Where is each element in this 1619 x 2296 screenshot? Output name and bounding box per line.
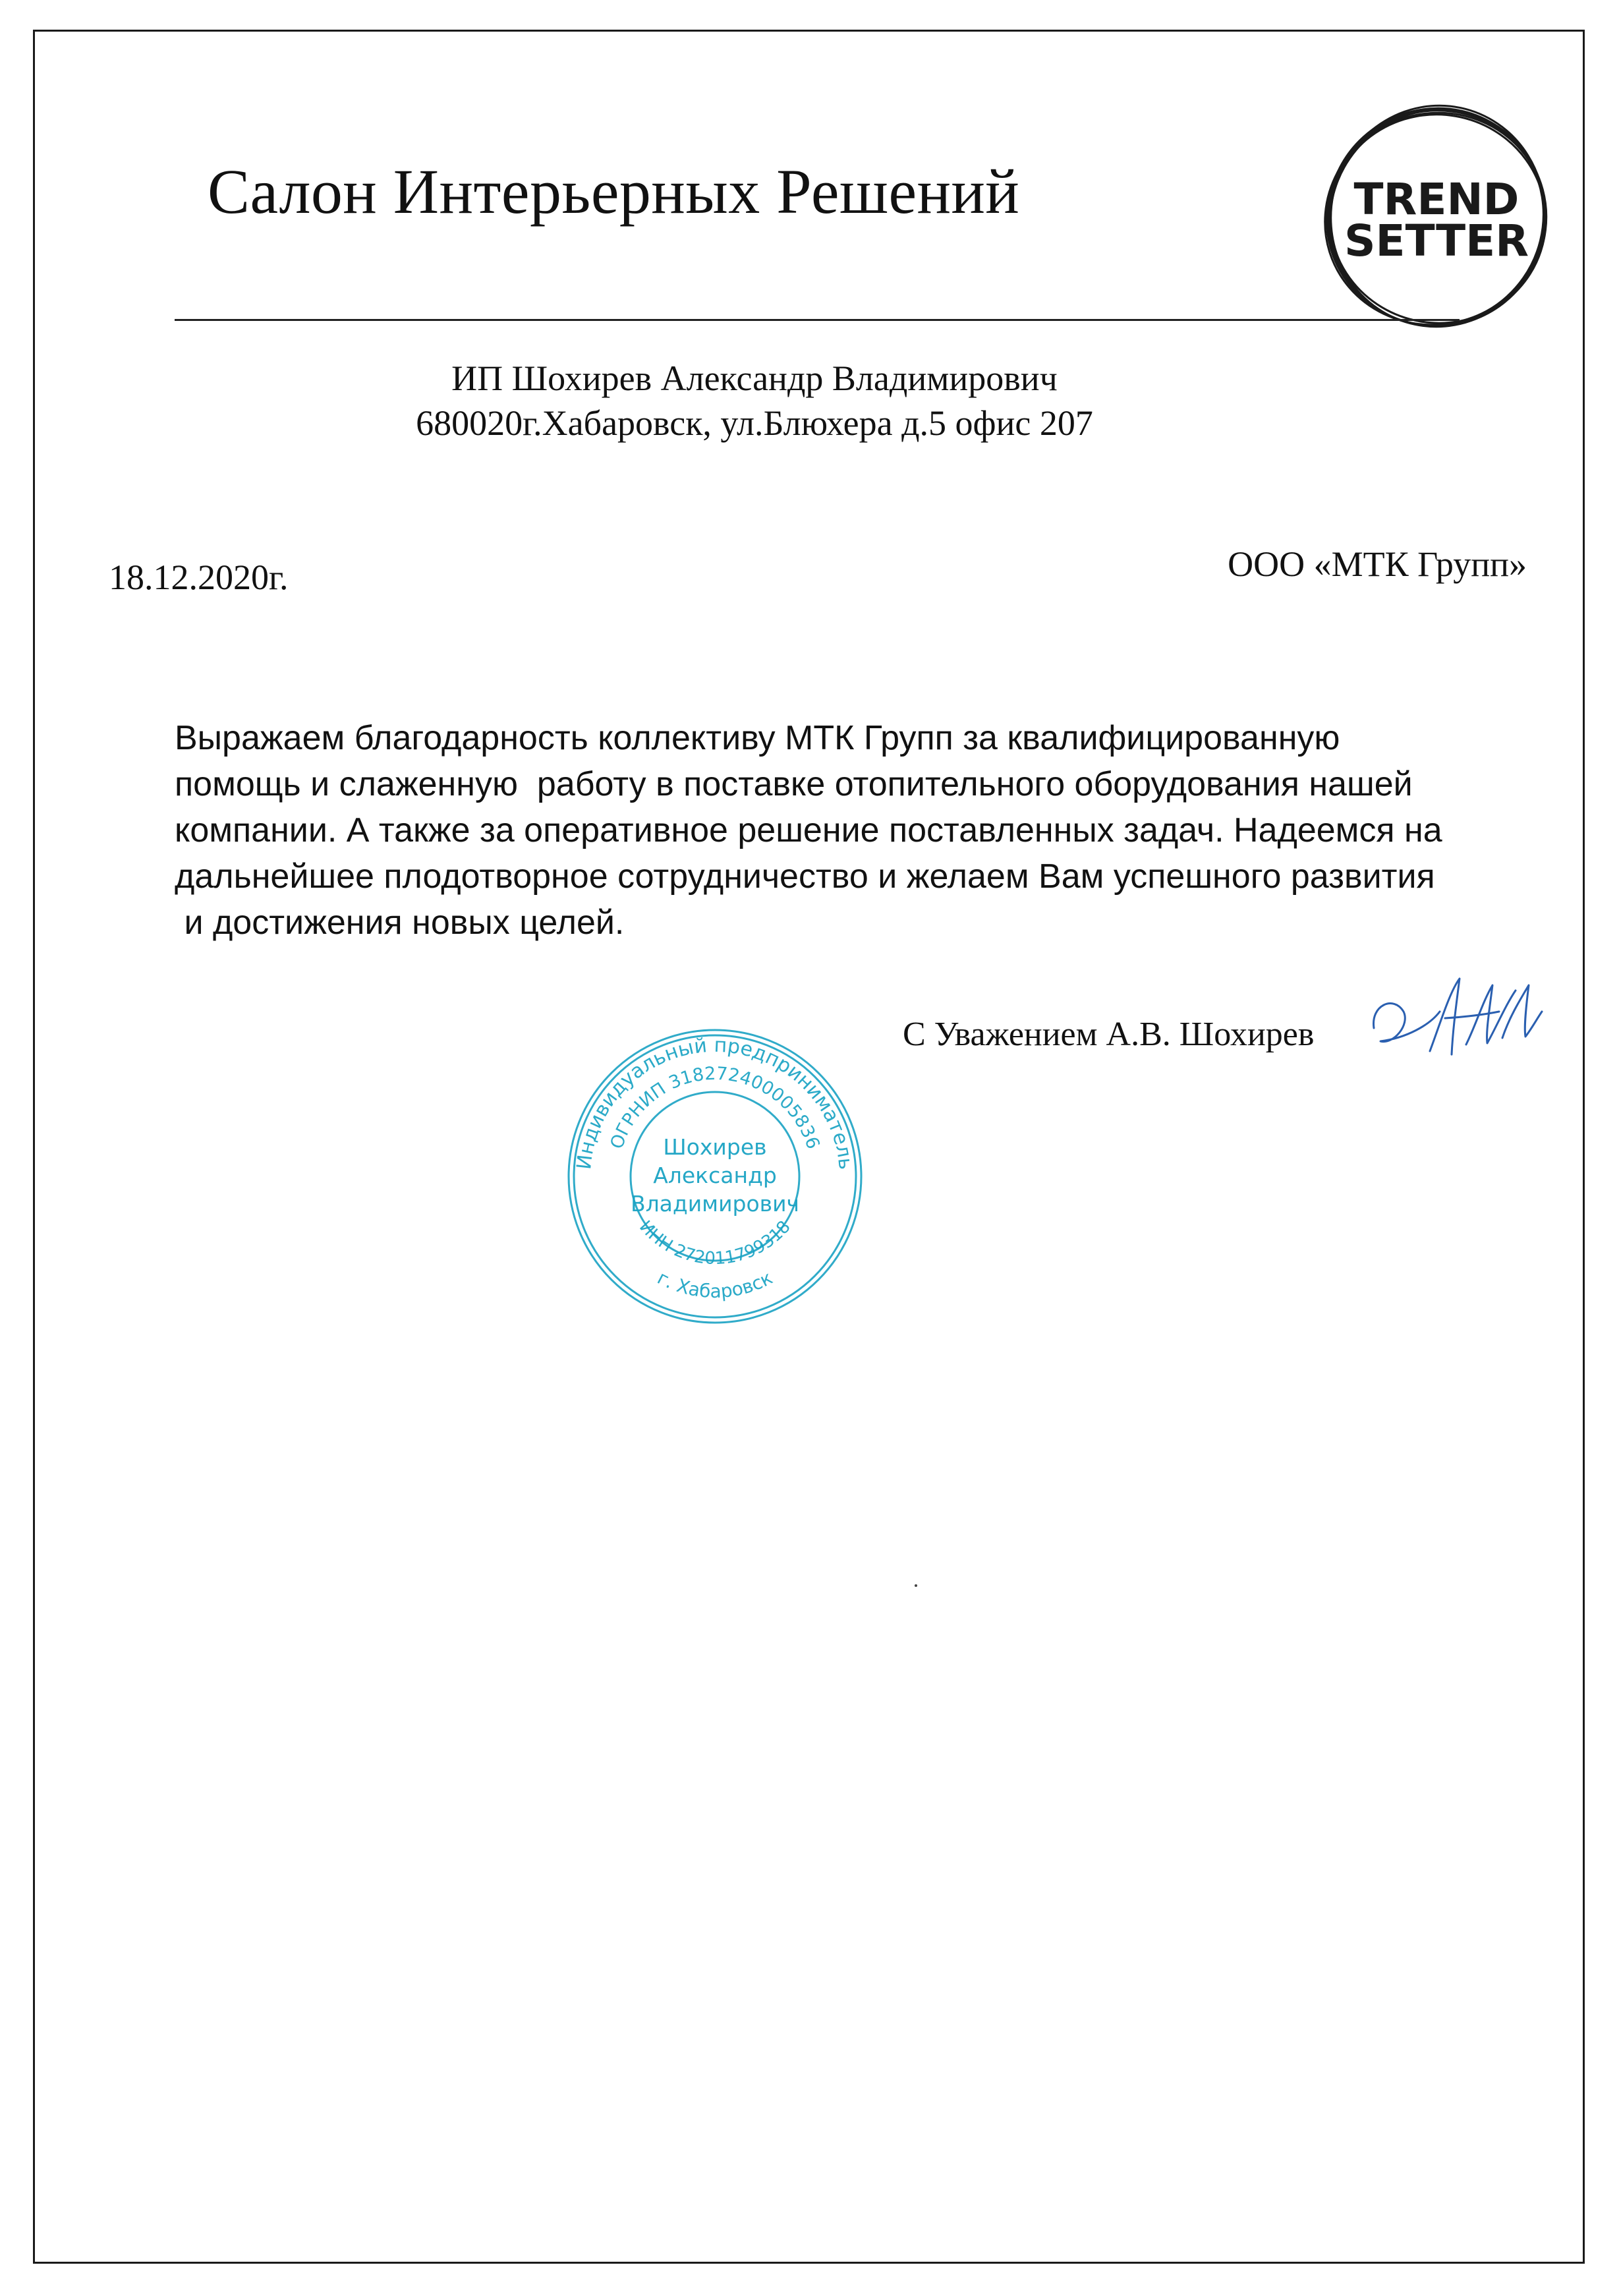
company-title: Салон Интерьерных Решений [208, 156, 1020, 227]
sender-name: ИП Шохирев Александр Владимирович [451, 359, 1058, 398]
handwritten-signature [1367, 965, 1545, 1071]
body-line: дальнейшее плодотворное сотрудничество и желаем Вам успешного развития [175, 857, 1435, 896]
body-line: Выражаем благодарность коллективу МТК Групп за квалифицированную [175, 719, 1340, 757]
logo-text-line1: TREND [1353, 174, 1520, 225]
trendsetter-logo [1311, 99, 1562, 336]
body-line: помощь и слаженную работу в поставке отопительного оборудования нашей [175, 765, 1413, 803]
seal-ogrnip: ОГРНИП 318272400005836 [606, 1063, 824, 1152]
seal-center-line: Шохирев [663, 1134, 767, 1160]
seal-center-line: Александр [653, 1162, 777, 1188]
body-line: компании. А также за оперативное решение поставленных задач. Надеемся на [175, 811, 1442, 849]
body-line: и достижения новых целей. [175, 904, 625, 942]
company-seal [563, 1025, 866, 1328]
seal-city: г. Хабаровск [654, 1267, 776, 1302]
recipient: ООО «МТК Групп» [1228, 544, 1527, 584]
svg-text:ИНН 272011799318 [635, 1217, 795, 1269]
sender-block [343, 356, 1166, 445]
svg-text:г. Хабаровск [654, 1267, 776, 1302]
sender-address: 680020г.Хабаровск, ул.Блюхера д.5 офис 207 [416, 403, 1093, 443]
seal-outer-text: Индивидуальный предприниматель [573, 1033, 857, 1171]
letter-body [175, 715, 1492, 946]
logo-text-line2: SETTER [1344, 215, 1529, 266]
letter-date: 18.12.2020г. [109, 558, 289, 597]
seal-center-line: Владимирович [630, 1191, 800, 1217]
scan-speck [915, 1584, 917, 1587]
seal-inn: ИНН 272011799318 [635, 1217, 795, 1269]
closing-line: С Уважением А.В. Шохирев [903, 1016, 1315, 1053]
header-divider [175, 319, 1460, 321]
